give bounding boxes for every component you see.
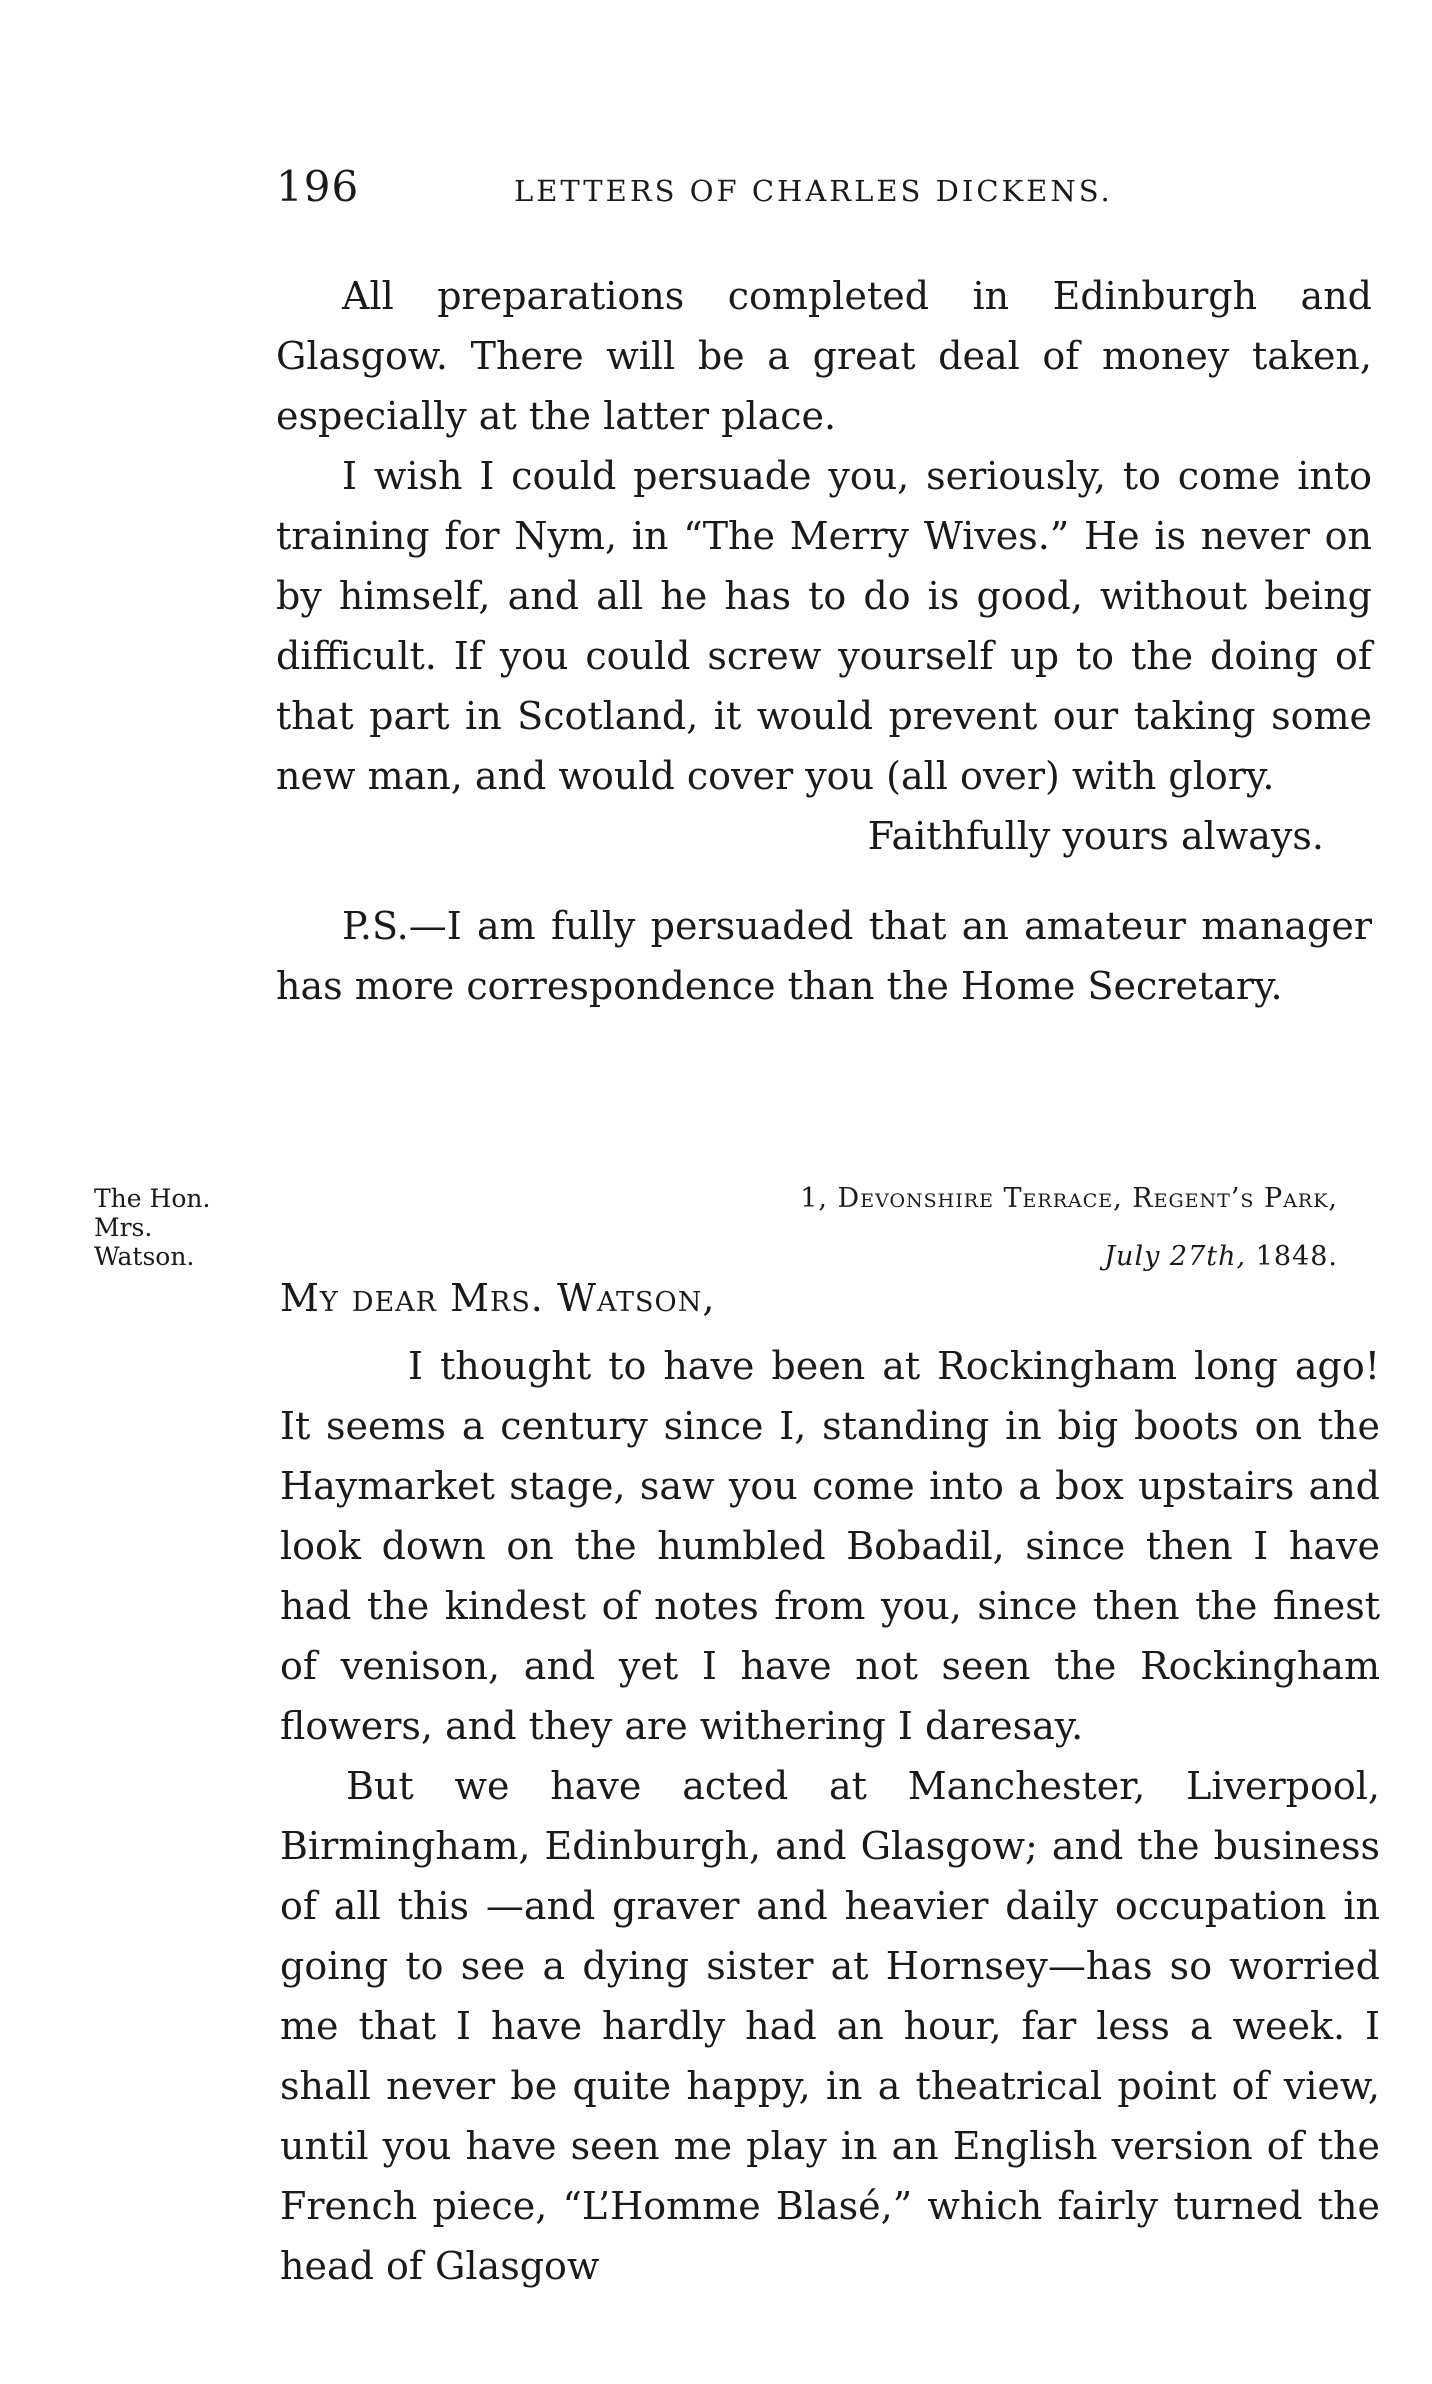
recipient-line-1: The Hon.: [94, 1184, 211, 1213]
recipient-line-2: Mrs.: [94, 1213, 153, 1242]
letter-one-postscript: P.S.—I am fully persuaded that an amateur manager has more correspondence than the Home Secretary.: [276, 904, 1372, 1008]
letter-one-postscript-block: [276, 896, 1372, 1016]
recipient-line-3: Watson.: [94, 1242, 195, 1271]
letter-two-paragraph-2: But we have acted at Manchester, Liverpool, Birmingham, Edinburgh, and Glasgow; and the business of all this —and graver and heavier daily occupation in going to see a dying sister at Hornsey—has so worried me that I have hardly had an hour, far less a week. I shall never be quite happy, in a theatrical point of view, until you have seen me play in an English version of the French piece, “L’Homme Blasé,” which fairly turned the head of Glasgow: [280, 1764, 1380, 2288]
letter-one-paragraph-1: All preparations completed in Edinburgh and Glasgow. There will be a great deal of money taken, especially at the latter place.: [276, 274, 1372, 438]
letter-one-body: [276, 266, 1372, 866]
letter-one-paragraph-2: I wish I could persuade you, seriously, to come into training for Nym, in “The Merry Wives.” He is never on by himself, and all he has to do is good, without being difficult. If you could screw yourself up to the doing of that part in Scotland, it would prevent our taking some new man, and would cover you (all over) with glory.: [276, 454, 1372, 798]
letter-address: 1, Devonshire Terrace, Regent’s Park,: [800, 1183, 1338, 1214]
letter-date-year: 1848.: [1246, 1241, 1338, 1272]
page-number: 196: [276, 162, 360, 211]
letter-two-body: [280, 1336, 1380, 2296]
letter-two-paragraph-1: I thought to have been at Rockingham long ago! It seems a century since I, standing in big boots on the Haymarket stage, saw you come into a box upstairs and look down on the humbled Bobadil, since then I have had the kindest of notes from you, since then the finest of venison, and yet I have not seen the Rockingham flowers, and they are withering I daresay.: [280, 1344, 1380, 1748]
recipient-sidenote: [94, 1184, 254, 1271]
letter-date: [276, 1242, 1342, 1272]
page-header: [276, 162, 1376, 222]
letter-date-day: July 27th,: [1104, 1241, 1247, 1272]
letter-salutation: My dear Mrs. Watson,: [280, 1276, 716, 1320]
running-head: LETTERS OF CHARLES DICKENS.: [514, 174, 1113, 208]
letter-one-signoff: Faithfully yours always.: [867, 814, 1324, 858]
letter-two-heading: [276, 1184, 1342, 1272]
